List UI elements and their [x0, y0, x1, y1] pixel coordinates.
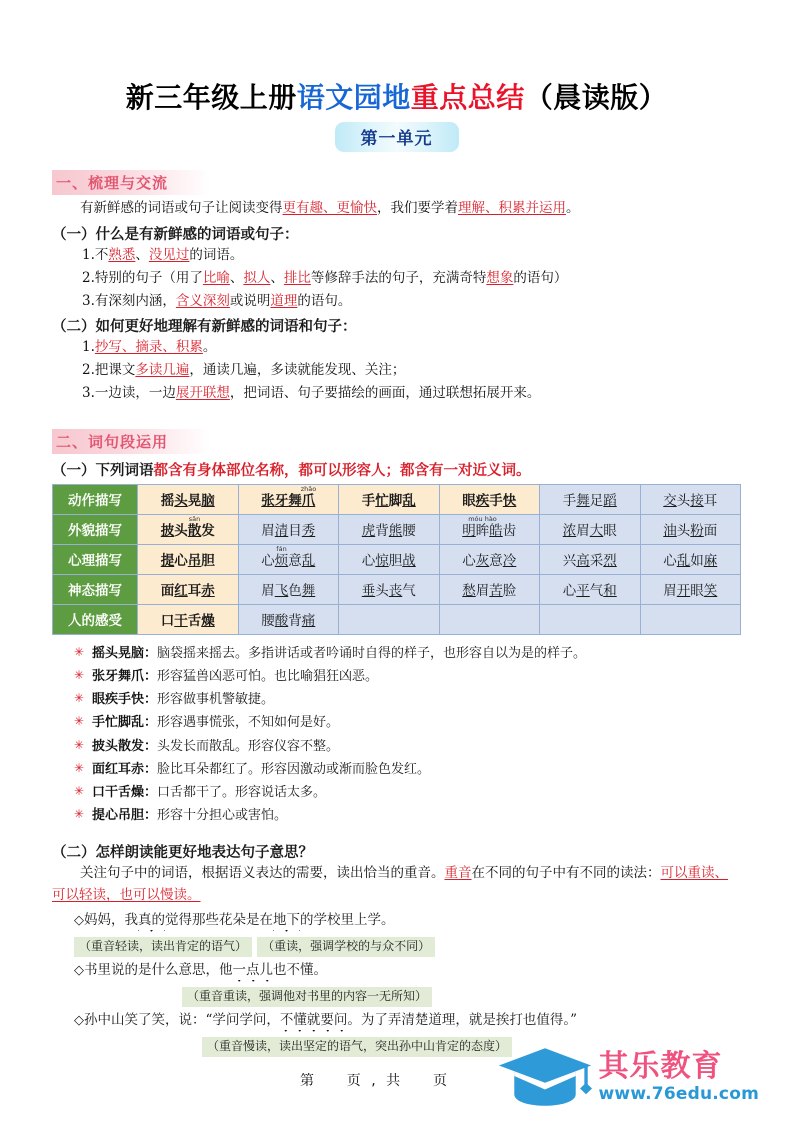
idiom-char: 脚: [388, 493, 403, 510]
list-item: [52, 360, 741, 382]
definition-description: 形容遇事慌张，不知如何是好。: [157, 715, 340, 731]
idiom-cell: [339, 485, 440, 515]
para-highlight-d: 可以重读、可以轻读，也可以慢读。: [52, 865, 728, 903]
brand-logo: [497, 1046, 759, 1108]
idiom-char: 愁: [462, 583, 476, 600]
idiom-char: 头: [375, 583, 389, 600]
item-underline-1: 比喻: [202, 269, 230, 286]
idiom-char: 心: [174, 553, 188, 570]
definition-description: 脸比耳朵都红了。形容因激动或渐而脸色发红。: [157, 761, 431, 777]
example-text-post: 。为了弄清楚道理，就是挨打也值得。”: [347, 1012, 578, 1029]
idiom-char: 发: [201, 523, 215, 540]
idiom-char: 心: [462, 553, 476, 570]
idiom-char: 和: [603, 583, 617, 600]
idiom-char: 晃: [187, 493, 202, 510]
definition-term: 张牙舞爪：: [92, 669, 158, 685]
item-text-d: 等修辞手法的句子，充满奇特: [310, 269, 487, 286]
idiom-char: 乱: [676, 553, 691, 570]
idiom-char: 开: [676, 583, 691, 600]
idiom-char: 色: [288, 583, 302, 600]
sub1-title-plain: （一）下列词语: [52, 462, 154, 480]
idiom-cell: [439, 545, 540, 575]
idiom-cell: [339, 575, 440, 605]
idiom-char: 平: [576, 583, 590, 600]
section-2-sub-2-title: （二）怎样朗读能更好地表达句子意思？: [52, 844, 313, 862]
section-1-sub-2-title: （二）如何更好地理解有新鲜感的词语和句子：: [52, 318, 357, 336]
definition-item: [52, 781, 741, 804]
section-1-intro: [52, 198, 741, 220]
para-text-c: 在不同的句子中有不同的读法：: [471, 865, 661, 882]
asterisk-icon: ✳: [74, 783, 85, 798]
idiom-char: 如: [690, 553, 704, 570]
idiom-char: 兴: [562, 553, 577, 570]
graduation-cap-icon: [497, 1046, 593, 1108]
idiom-char: 气: [589, 583, 604, 600]
item-number: 2.: [82, 362, 95, 379]
idiom-char: 胆: [201, 553, 215, 570]
idiom-char: 痛: [301, 613, 316, 630]
idiom-char: 乱: [301, 553, 316, 570]
section-2-sub-2-paragraph: [52, 863, 741, 907]
pinyin-annotation: móu hào: [468, 515, 497, 524]
item-underline-1: 熟悉: [108, 246, 136, 263]
item-underline-4: 想象: [486, 269, 514, 286]
page-footer: [0, 1030, 793, 1122]
idiom-char: 心: [562, 583, 577, 600]
idiom-char: 耳: [187, 583, 202, 600]
item-number: 3.: [82, 292, 95, 309]
idiom-char: 粉: [690, 523, 704, 540]
asterisk-icon: ✳: [74, 691, 85, 706]
table-row-category: 人的感受: [53, 605, 138, 635]
definition-description: 形容猛兽凶恶可怕。也比喻猖狂凶恶。: [157, 669, 379, 685]
definition-term: 口干舌燥：: [92, 784, 158, 800]
idiom-char: 面: [160, 583, 175, 600]
example-annotation-row: [52, 985, 741, 1007]
idiom-cell: [339, 545, 440, 575]
idiom-char: 意: [489, 553, 503, 570]
idiom-char: 摇: [160, 493, 175, 510]
idiom-char: 丧: [388, 583, 403, 600]
definition-item: [52, 642, 741, 665]
idiom-char: 交: [663, 493, 677, 510]
idiom-char: 足: [589, 493, 604, 510]
idiom-char: 张: [261, 493, 275, 510]
table-row-category: 外貌描写: [53, 515, 138, 545]
idiom-cell: [439, 515, 540, 545]
definition-item: [52, 665, 741, 688]
idiom-char: 眉: [261, 523, 275, 540]
item-number: 1.: [82, 339, 95, 356]
example-annotation: （重读，强调学校的与众不同）: [257, 937, 435, 957]
list-item: [52, 245, 741, 267]
idiom-cell: [640, 485, 741, 515]
idiom-cell: [540, 545, 641, 575]
idiom-char-pinyin: móu hào 眸: [468, 515, 497, 540]
idiom-char: 麻: [703, 553, 718, 570]
idiom-char: 苦: [489, 583, 503, 600]
definition-item: [52, 688, 741, 711]
example-emphasis-1: 不懂就要问: [279, 1012, 348, 1029]
title-part-3: 重点总结: [410, 81, 525, 114]
idiom-cell: [640, 575, 741, 605]
item-text-b: 、: [135, 246, 149, 263]
example-sentence: [52, 960, 741, 982]
idiom-char: 乱: [402, 493, 416, 510]
idiom-char: 眉: [576, 523, 590, 540]
pinyin-annotation: fán: [276, 545, 287, 554]
idiom-char: 头: [676, 493, 691, 510]
idiom-char: 油: [663, 523, 677, 540]
idiom-char: 舞: [576, 493, 590, 510]
asterisk-icon: ✳: [74, 760, 85, 775]
idiom-char: 气: [402, 583, 416, 600]
page-title: [52, 76, 741, 116]
idiom-char: 背: [288, 613, 302, 630]
item-underline-1: 含义深刻: [175, 292, 230, 309]
example-text-mid: 觉得那些花朵是在: [165, 911, 273, 928]
idiom-char: 采: [589, 553, 604, 570]
idiom-char: 面: [703, 523, 718, 540]
idiom-char: 脸: [502, 583, 517, 600]
idiom-char: 明: [462, 523, 476, 540]
idiom-char: 背: [375, 523, 389, 540]
idiom-cell-empty: [540, 605, 641, 635]
idiom-char: 高: [576, 553, 590, 570]
example-text-pre: 孙中山笑了笑，说：“学问学问，: [84, 1012, 280, 1029]
idiom-char: 熊: [388, 523, 403, 540]
table-row: [53, 515, 741, 545]
asterisk-icon: ✳: [74, 737, 85, 752]
diamond-icon: ◇: [74, 962, 84, 978]
idiom-char: 口: [160, 613, 175, 630]
idiom-char: 疾: [475, 493, 490, 510]
idiom-cell: [540, 485, 641, 515]
idiom-char: 眼: [462, 493, 476, 510]
idiom-char: 冷: [502, 553, 517, 570]
section-1-heading: 一、梳理与交流: [52, 170, 210, 195]
item-text-b: ，把词语、句子要描绘的画面，通过联想拓展开来。: [229, 385, 541, 402]
idiom-cell: [138, 485, 239, 515]
intro-text-c: ，我们要学着: [377, 200, 458, 216]
idiom-table-body: [53, 485, 741, 635]
intro-highlight-b: 更有趣、更愉快: [282, 200, 377, 216]
unit-badge-wrap: [52, 122, 741, 152]
idiom-cell: [138, 575, 239, 605]
idiom-char: 忙: [375, 493, 389, 510]
idiom-char: 舌: [187, 613, 202, 630]
para-highlight-b: 重音: [444, 865, 472, 882]
idiom-char: 笑: [703, 583, 718, 600]
table-row: [53, 605, 741, 635]
idiom-char: 舞: [301, 583, 316, 600]
table-row-category: 心理描写: [53, 545, 138, 575]
idiom-cell: [238, 515, 339, 545]
table-row-category: 神态描写: [53, 575, 138, 605]
idiom-char: 皓: [489, 523, 503, 540]
idiom-cell: [138, 605, 239, 635]
idiom-char: 心: [261, 553, 275, 570]
idiom-char: 牙: [274, 493, 289, 510]
idiom-cell: [238, 605, 339, 635]
table-row-category: 动作描写: [53, 485, 138, 515]
idiom-char: 赤: [201, 583, 215, 600]
idiom-char: 腰: [261, 613, 275, 630]
item-underline-2: 拟人: [243, 269, 271, 286]
definition-description: 口舌都干了。形容说话太多。: [157, 784, 327, 800]
idiom-cell-empty: [640, 605, 741, 635]
item-text: 。: [202, 339, 217, 356]
idiom-char: 披: [160, 523, 175, 540]
example-text-pre: 书里说的是什么意思，他: [84, 961, 233, 978]
item-text: 不: [94, 246, 109, 263]
item-text-b: ，通读几遍，多读就能发现、关注；: [189, 362, 406, 379]
asterisk-icon: ✳: [74, 668, 85, 683]
example-text-post: 也不懂。: [273, 961, 327, 978]
idiom-char: 虎: [361, 523, 376, 540]
idiom-char: 胆: [388, 553, 403, 570]
idiom-char: 手: [361, 493, 376, 510]
idiom-char: 大: [589, 523, 604, 540]
idiom-cell: [339, 515, 440, 545]
idiom-cell-empty: [439, 605, 540, 635]
item-underline-1: 展开联想: [175, 385, 230, 402]
idiom-char-pinyin: fán 烦: [274, 545, 289, 570]
definition-list: [52, 642, 741, 827]
idiom-char: 干: [174, 613, 188, 630]
list-item: [52, 383, 741, 405]
definition-term: 摇头晃脑：: [92, 646, 158, 662]
idiom-char: 红: [174, 583, 188, 600]
example-annotation-row: [52, 935, 741, 957]
idiom-char: 眉: [663, 583, 677, 600]
example-annotation: （重音重读，强调他对书里的内容一无所知）: [182, 987, 432, 1007]
idiom-char: 蹈: [603, 493, 617, 510]
idiom-char: 头: [676, 523, 691, 540]
diamond-icon: ◇: [74, 912, 84, 928]
section-1-sub-1-title: （一）什么是有新鲜感的词语或句子：: [52, 225, 299, 243]
list-item: [52, 291, 741, 313]
idiom-char: 接: [690, 493, 704, 510]
idiom-cell: [640, 545, 741, 575]
idiom-char-pinyin: zhǎo 爪: [300, 485, 317, 510]
idiom-char: 战: [402, 553, 416, 570]
sub1-title-red: 都含有身体部位名称，都可以形容人；都含有一对近义词。: [153, 462, 531, 480]
intro-text-e: 。: [566, 200, 580, 216]
example-emphasis-1: 一点儿: [232, 961, 273, 978]
pinyin-annotation: sǎn: [188, 515, 201, 524]
idiom-cell: [540, 515, 641, 545]
definition-item: [52, 735, 741, 758]
section-2-heading: 二、词句段运用: [52, 429, 210, 454]
example-text-post: 的学校里上学。: [300, 911, 395, 928]
item-underline-1: 抄写、摘录、积累: [94, 339, 203, 356]
definition-term: 眼疾手快：: [92, 692, 158, 708]
item-text-c: 、: [270, 269, 284, 286]
idiom-cell: [640, 515, 741, 545]
idiom-char: 心: [663, 553, 677, 570]
example-emphasis-1: 真的: [138, 911, 165, 928]
idiom-cell: [238, 545, 339, 575]
definition-description: 头发长而散乱。形容仪容不整。: [157, 738, 340, 754]
idiom-char: 快: [502, 493, 517, 510]
table-row: [53, 545, 741, 575]
idiom-char: 目: [288, 523, 302, 540]
para-text-a: 关注句子中的词语，根据语义表达的需要，读出恰当的重音。: [80, 865, 445, 882]
idiom-char: 意: [288, 553, 302, 570]
idiom-char: 眉: [475, 583, 490, 600]
example-sentence: [52, 910, 741, 932]
asterisk-icon: ✳: [74, 806, 85, 821]
idiom-char: 眉: [261, 583, 275, 600]
definition-item: [52, 711, 741, 734]
idiom-char-pinyin: sǎn 散: [187, 515, 202, 540]
definition-description: 形容做事机警敏捷。: [157, 692, 275, 708]
idiom-char: 头: [174, 523, 188, 540]
page-number: 第 页 , 共 页: [300, 1073, 450, 1089]
idiom-cell: [439, 485, 540, 515]
idiom-char: 秀: [301, 523, 316, 540]
item-text-c: 的语句。: [297, 292, 352, 309]
item-number: 3.: [82, 385, 95, 402]
item-underline-2: 道理: [270, 292, 298, 309]
idiom-table: [52, 484, 741, 635]
idiom-cell: [238, 485, 339, 515]
item-underline-2: 没见过: [148, 246, 190, 263]
idiom-char: 烈: [603, 553, 617, 570]
item-underline-3: 排比: [283, 269, 311, 286]
diamond-icon: ◇: [74, 1013, 84, 1029]
definition-description: 形容十分担心或害怕。: [157, 807, 288, 823]
title-part-2: 语文园地: [296, 81, 411, 114]
definition-term: 提心吊胆：: [92, 807, 158, 823]
idiom-char: 齿: [502, 523, 517, 540]
idiom-char: 耳: [703, 493, 718, 510]
idiom-char: 手: [562, 493, 577, 510]
brand-name: 其乐教育: [598, 1048, 723, 1084]
idiom-cell: [540, 575, 641, 605]
idiom-char: 清: [274, 523, 289, 540]
section-2-sub-1-title: [52, 459, 741, 480]
intro-text-a: 有新鲜感的词语或句子让阅读变得: [80, 200, 283, 216]
idiom-char: 吊: [187, 553, 202, 570]
unit-badge: 第一单元: [335, 122, 459, 152]
title-part-4: （晨读版）: [524, 81, 668, 114]
idiom-cell: [238, 575, 339, 605]
definition-description: 脑袋摇来摇去。多指讲话或者吟诵时自得的样子，也形容自以为是的样子。: [157, 646, 587, 662]
idiom-cell-empty: [339, 605, 440, 635]
idiom-char: 腰: [402, 523, 416, 540]
example-annotation: （重音慢读，读出坚定的语气，突出孙中山肯定的态度）: [202, 1037, 512, 1057]
item-text-b: 、: [229, 269, 244, 286]
asterisk-icon: ✳: [74, 714, 85, 729]
asterisk-icon: ✳: [74, 645, 85, 660]
example-annotation: （重音轻读，读出肯定的语气）: [74, 937, 252, 957]
item-text: 一边读，一边: [94, 385, 176, 402]
item-text-b: 或说明: [229, 292, 271, 309]
item-number: 2.: [82, 269, 95, 286]
idiom-char: 提: [160, 553, 175, 570]
definition-term: 手忙脚乱：: [92, 715, 158, 731]
brand-text: [598, 1048, 759, 1104]
idiom-char: 燥: [201, 613, 215, 630]
item-number: 1.: [82, 246, 95, 263]
intro-highlight-d: 理解、积累并运用: [458, 200, 566, 216]
example-text-pre: 妈妈，我: [84, 911, 138, 928]
idiom-char: 飞: [274, 583, 289, 600]
item-text-c: 的词语。: [189, 246, 244, 263]
title-part-1: 新三年级上册: [125, 81, 297, 114]
idiom-char: 眼: [603, 523, 617, 540]
example-sentence: [52, 1010, 741, 1032]
idiom-char: 灰: [475, 553, 490, 570]
idiom-char: 惊: [375, 553, 389, 570]
list-item: [52, 337, 741, 359]
idiom-char: 酸: [274, 613, 289, 630]
item-text: 有深刻内涵，: [94, 292, 176, 309]
idiom-char: 舞: [288, 493, 302, 510]
item-text: 特别的句子（用了: [94, 269, 203, 286]
table-row: [53, 485, 741, 515]
idiom-char: 眼: [690, 583, 704, 600]
brand-url: www.76edu.com: [598, 1083, 759, 1104]
item-underline-1: 多读几遍: [135, 362, 190, 379]
definition-item: [52, 804, 741, 827]
definition-term: 披头散发：: [92, 738, 158, 754]
item-text-e: 的语句）: [513, 269, 568, 286]
idiom-char: 心: [361, 553, 376, 570]
definition-item: [52, 758, 741, 781]
example-emphasis-2: 地下: [273, 911, 300, 928]
pinyin-annotation: zhǎo: [300, 485, 317, 494]
idiom-char: 头: [174, 493, 188, 510]
idiom-char: 垂: [361, 583, 376, 600]
idiom-char: 手: [489, 493, 503, 510]
idiom-cell: [138, 545, 239, 575]
table-row: [53, 575, 741, 605]
idiom-char: 浓: [562, 523, 577, 540]
item-text: 把课文: [94, 362, 136, 379]
idiom-char: 脑: [201, 493, 215, 510]
definition-term: 面红耳赤：: [92, 761, 158, 777]
idiom-cell: [138, 515, 239, 545]
list-item: [52, 268, 741, 290]
idiom-cell: [439, 575, 540, 605]
